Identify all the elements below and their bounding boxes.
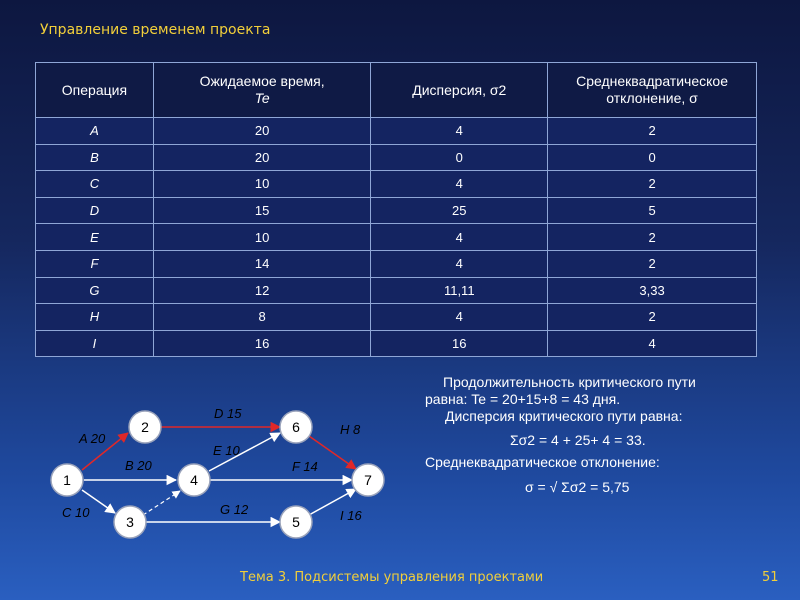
edge-label-b: B 20 (125, 458, 152, 473)
cell-variance: 4 (371, 118, 548, 145)
edge-label-a: A 20 (79, 431, 106, 446)
cell-expected-time: 14 (153, 250, 371, 277)
result-line-4: Σσ2 = 4 + 25+ 4 = 33. (510, 432, 646, 448)
result-line-2: равна: Te = 20+15+8 = 43 дня. (425, 391, 621, 407)
node-5 (280, 506, 312, 538)
cell-expected-time: 16 (153, 330, 371, 357)
cell-variance: 0 (371, 144, 548, 171)
cell-variance: 4 (371, 250, 548, 277)
node-7 (352, 464, 384, 496)
page-title: Управление временем проекта (40, 22, 271, 38)
cell-expected-time: 20 (153, 118, 371, 145)
node-2 (129, 411, 161, 443)
edge-label-h: H 8 (340, 422, 361, 437)
table-row (36, 277, 757, 304)
cell-variance: 4 (371, 224, 548, 251)
cell-variance: 25 (371, 197, 548, 224)
table-row (36, 144, 757, 171)
node-7-label: 7 (364, 472, 372, 488)
cell-std-deviation: 5 (548, 197, 757, 224)
edge-dummy (143, 491, 180, 515)
header-variance: Дисперсия, σ2 (371, 63, 548, 118)
header-std-deviation (548, 63, 757, 118)
cell-expected-time: 12 (153, 277, 371, 304)
cell-operation: D (36, 197, 154, 224)
header-expected-time (153, 63, 371, 118)
table-row (36, 118, 757, 145)
header-std-deviation-line1: Среднеквадратическое (576, 73, 728, 89)
data-table (35, 62, 757, 357)
footer-topic: Тема 3. Подсистемы управления проектами (240, 570, 544, 585)
edge-label-f: F 14 (292, 459, 318, 474)
cell-expected-time: 20 (153, 144, 371, 171)
table-row (36, 330, 757, 357)
cell-std-deviation: 2 (548, 304, 757, 331)
node-3-label: 3 (126, 514, 134, 530)
node-4 (178, 464, 210, 496)
cell-operation: H (36, 304, 154, 331)
cell-std-deviation: 0 (548, 144, 757, 171)
result-block (425, 374, 770, 496)
cell-std-deviation: 2 (548, 250, 757, 277)
edge-label-i: I 16 (340, 508, 362, 523)
node-6 (280, 411, 312, 443)
cell-std-deviation: 3,33 (548, 277, 757, 304)
cell-operation: B (36, 144, 154, 171)
cell-expected-time: 15 (153, 197, 371, 224)
node-4-label: 4 (190, 472, 198, 488)
result-line-6: σ = √ Σσ2 = 5,75 (525, 479, 630, 495)
node-1 (51, 464, 83, 496)
node-1-label: 1 (63, 472, 71, 488)
cell-variance: 16 (371, 330, 548, 357)
cell-operation: C (36, 171, 154, 198)
result-line-3: Дисперсия критического пути равна: (445, 408, 683, 424)
cell-std-deviation: 2 (548, 118, 757, 145)
cell-operation: E (36, 224, 154, 251)
cell-variance: 11,11 (371, 277, 548, 304)
header-expected-time-line2: Te (254, 90, 270, 106)
edge-label-e: E 10 (213, 443, 240, 458)
node-3 (114, 506, 146, 538)
header-expected-time-line1: Ожидаемое время, (199, 73, 325, 89)
edge-label-d: D 15 (214, 406, 242, 421)
cell-operation: G (36, 277, 154, 304)
table-row (36, 224, 757, 251)
page-number: 51 (762, 570, 779, 585)
header-operation: Операция (36, 63, 154, 118)
table-header-row (36, 63, 757, 118)
table-row (36, 171, 757, 198)
result-line-1: Продолжительность критического пути (443, 374, 696, 390)
table-row (36, 304, 757, 331)
cell-expected-time: 8 (153, 304, 371, 331)
cell-std-deviation: 2 (548, 224, 757, 251)
cell-variance: 4 (371, 171, 548, 198)
network-diagram (40, 395, 400, 545)
cell-std-deviation: 2 (548, 171, 757, 198)
node-6-label: 6 (292, 419, 300, 435)
edge-label-c: C 10 (62, 505, 90, 520)
cell-expected-time: 10 (153, 171, 371, 198)
cell-operation: A (36, 118, 154, 145)
table-row (36, 250, 757, 277)
node-5-label: 5 (292, 514, 300, 530)
edge-label-g: G 12 (220, 502, 249, 517)
cell-expected-time: 10 (153, 224, 371, 251)
node-2-label: 2 (141, 419, 149, 435)
header-std-deviation-line2: отклонение, σ (606, 90, 698, 106)
cell-operation: F (36, 250, 154, 277)
cell-std-deviation: 4 (548, 330, 757, 357)
table-row (36, 197, 757, 224)
result-line-5: Среднеквадратическое отклонение: (425, 454, 660, 470)
cell-operation: I (36, 330, 154, 357)
cell-variance: 4 (371, 304, 548, 331)
